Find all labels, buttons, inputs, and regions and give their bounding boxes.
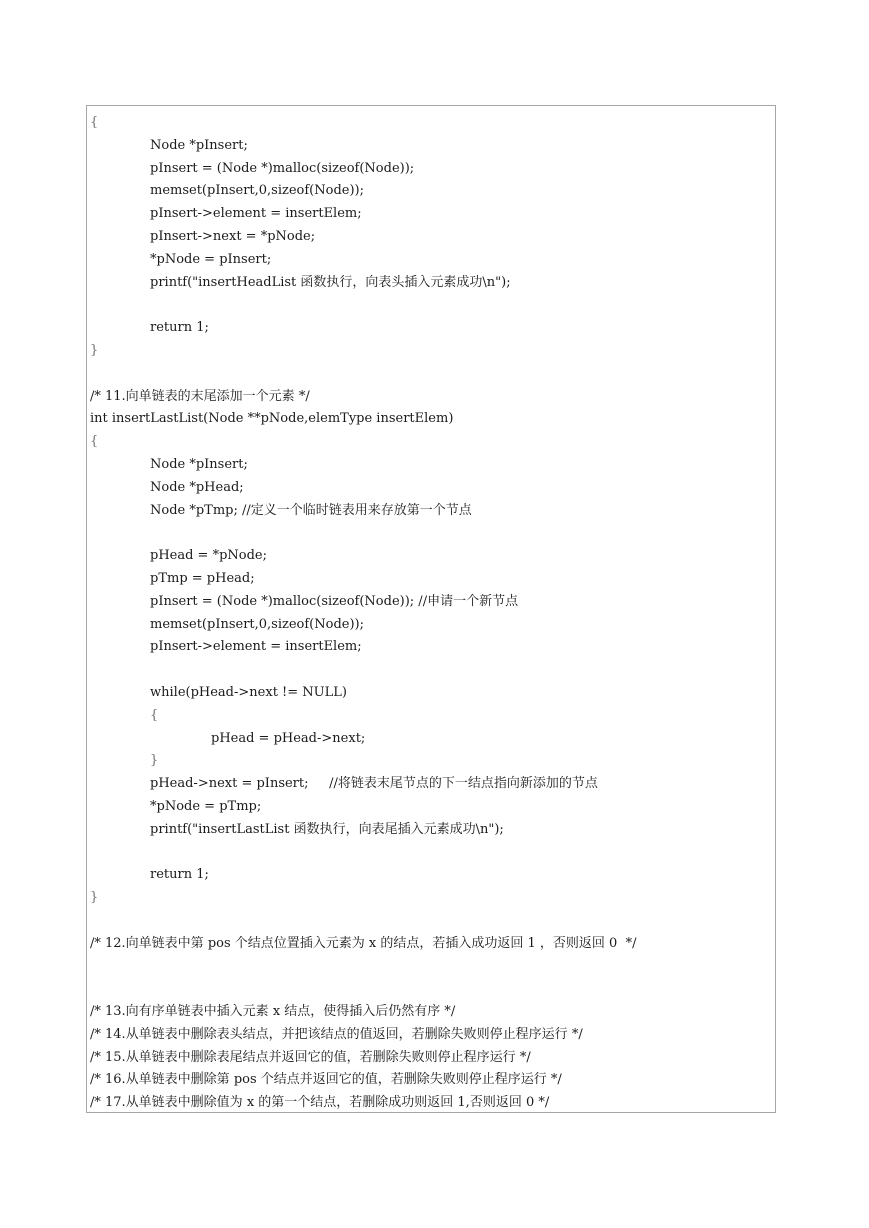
code-line: /* 16.从单链表中删除第 pos 个结点并返回它的值，若删除失败则停止程序运行 */ bbox=[90, 1072, 562, 1088]
code-line: *pNode = pInsert; bbox=[150, 251, 272, 267]
code-line: pHead = *pNode; bbox=[150, 548, 267, 564]
code-line: pInsert = (Node *)malloc(sizeof(Node)); //申请一个新节点 bbox=[150, 593, 519, 609]
code-line bbox=[90, 955, 636, 978]
code-block bbox=[86, 105, 776, 1113]
code-line: /* 13.向有序单链表中插入元素 x 结点，使得插入后仍然有序 */ bbox=[90, 1004, 456, 1020]
code-line bbox=[90, 842, 636, 865]
code-line: pInsert->element = insertElem; bbox=[150, 639, 362, 655]
code-line: printf("insertHeadList 函数执行，向表头插入元素成功\n"); bbox=[150, 274, 511, 290]
code-line: } bbox=[150, 753, 159, 769]
code-line bbox=[90, 294, 636, 317]
code-line: /* 11.向单链表的末尾添加一个元素 */ bbox=[90, 388, 310, 404]
code-line: { bbox=[90, 434, 99, 450]
code-line: pInsert->next = *pNode; bbox=[150, 228, 316, 244]
code-line bbox=[90, 522, 636, 545]
code-line: int insertLastList(Node **pNode,elemType insertElem) bbox=[90, 411, 454, 427]
code-line bbox=[90, 363, 636, 386]
code-line bbox=[90, 978, 636, 1001]
code-line: pHead->next = pInsert; //将链表末尾节点的下一结点指向新添加的节点 bbox=[150, 776, 598, 792]
code-line: memset(pInsert,0,sizeof(Node)); bbox=[150, 616, 364, 632]
code-line: { bbox=[150, 707, 159, 723]
code-line bbox=[90, 910, 636, 933]
code-line: /* 17.从单链表中删除值为 x 的第一个结点，若删除成功则返回 1,否则返回 0 */ bbox=[90, 1095, 550, 1111]
code-line: { bbox=[90, 115, 99, 130]
code-line: Node *pTmp; //定义一个临时链表用来存放第一个节点 bbox=[150, 502, 472, 518]
code-line bbox=[90, 659, 636, 682]
code-line: pTmp = pHead; bbox=[150, 570, 255, 586]
code-line: /* 14.从单链表中删除表头结点，并把该结点的值返回，若删除失败则停止程序运行 */ bbox=[90, 1026, 583, 1042]
code-line: } bbox=[90, 342, 99, 358]
code-line: pInsert->element = insertElem; bbox=[150, 206, 362, 222]
code-line: return 1; bbox=[150, 320, 209, 336]
code-line: pInsert = (Node *)malloc(sizeof(Node)); bbox=[150, 160, 415, 176]
code-line: pHead = pHead->next; bbox=[211, 730, 366, 746]
code-line: Node *pInsert; bbox=[150, 456, 248, 472]
code-line: /* 12.向单链表中第 pos 个结点位置插入元素为 x 的结点，若插入成功返回 1 ，否则返回 0 */ bbox=[90, 935, 637, 951]
code-line: } bbox=[90, 890, 99, 906]
code-line: return 1; bbox=[150, 867, 209, 883]
code-line: memset(pInsert,0,sizeof(Node)); bbox=[150, 183, 364, 199]
code-line: Node *pHead; bbox=[150, 479, 244, 495]
code-line: while(pHead->next != NULL) bbox=[150, 684, 347, 700]
code-line: *pNode = pTmp; bbox=[150, 798, 262, 814]
code-line: printf("insertLastList 函数执行，向表尾插入元素成功\n"); bbox=[150, 821, 504, 837]
code-line: Node *pInsert; bbox=[150, 137, 248, 153]
code-line: /* 15.从单链表中删除表尾结点并返回它的值，若删除失败则停止程序运行 */ bbox=[90, 1049, 531, 1065]
code-lines bbox=[90, 112, 636, 1115]
